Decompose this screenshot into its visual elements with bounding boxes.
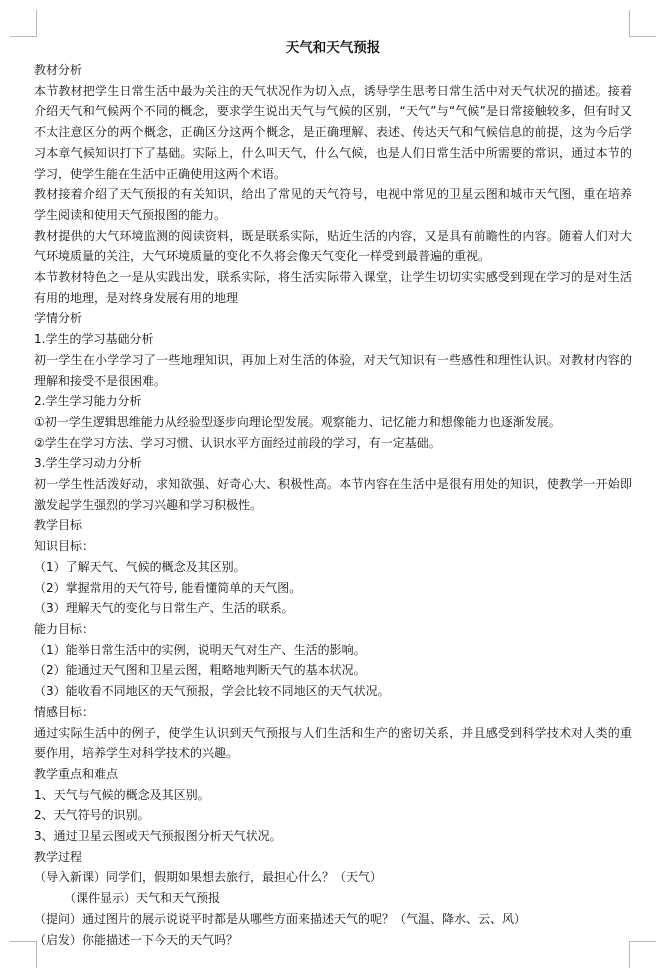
paragraph: 本节教材特色之一是从实践出发，联系实际，将生活实际带入课堂，让学生切切实实感受到现在学习的是对生活有用的地理，是对终身发展有用的地理 xyxy=(34,270,632,305)
paragraph: 通过实际生活中的例子，使学生认识到天气预报与人们生活和生产的密切关系，并且感受到科学技术对人类的重要作用，培养学生对科学技术的兴趣。 xyxy=(34,725,632,761)
list-item: （提问）通过图片的展示说说平时都是从哪些方面来描述天气的呢？（气温、降水、云、风） xyxy=(34,911,527,926)
list-item: （3）理解天气的变化与日常生产、生活的联系。 xyxy=(34,601,294,616)
list-item: ①初一学生逻辑思维能力从经验型逐步向理论型发展。观察能力、记忆能力和想像能力也逐渐发展。 xyxy=(34,414,561,429)
list-item: 2、天气符号的识别。 xyxy=(34,808,150,823)
section-heading-textbook-analysis: 教材分析 xyxy=(34,63,83,77)
list-item: （导入新课）同学们，假期如果想去旅行，最担心什么？（天气） xyxy=(34,870,383,885)
page-corner-mark-top-left xyxy=(10,10,37,37)
list-item: ②学生在学习方法、学习习惯、认识水平方面经过前段的学习，有一定基础。 xyxy=(34,435,441,450)
document-title: 天气和天气预报 xyxy=(285,40,381,56)
section-heading-teaching-objectives: 教学目标 xyxy=(34,518,83,533)
list-item: 3、通过卫星云图或天气预报图分析天气状况。 xyxy=(34,829,282,844)
section-heading-learner-analysis: 学情分析 xyxy=(34,311,83,326)
paragraph: 初一学生性活泼好动，求知欲强、好奇心大、积极性高。本节内容在生活中是很有用处的知识，使教学一开始即激发起学生强烈的学习兴趣和学习积极性。 xyxy=(34,477,632,512)
subheading: 情感目标： xyxy=(34,704,95,719)
list-item: （1）了解天气、气候的概念及其区别。 xyxy=(34,559,246,574)
paragraph: 本节教材把学生日常生活中最为关注的天气状况作为切入点，诱导学生思考日常生活中对天气状况的描述。接着介绍天气和气候两个不同的概念，要求学生说出天气与气候的区别，“天气”与“气候”是日常接触较多，但有时又不太注意区分的两个概念，正确区分这两个概念，是正确理解、表述、传达天气和气候信息的前提，这为今后学习本章气候知识打下了基础。实际上，什么叫天气，什么气候，也是人们日常生活中所需要的常识，通过本节的学习，使学生能在生活中正确使用这两个术语。 xyxy=(34,83,632,181)
list-item: （2）能通过天气图和卫星云图，粗略地判断天气的基本状况。 xyxy=(34,663,366,678)
paragraph: 教材接着介绍了天气预报的有关知识，给出了常见的天气符号，电视中常见的卫星云图和城市天气图，重在培养学生阅读和使用天气预报图的能力。 xyxy=(34,187,632,222)
list-item: （3）能收看不同地区的天气预报，学会比较不同地区的天气状况。 xyxy=(34,684,390,699)
section-heading-teaching-process: 教学过程 xyxy=(34,849,83,864)
page-corner-mark-bottom-right xyxy=(629,941,656,968)
subheading: 能力目标： xyxy=(34,621,95,636)
page-corner-mark-bottom-left xyxy=(10,941,37,968)
list-item: （启发）你能描述一下今天的天气吗？ xyxy=(34,932,239,947)
list-item: 1、天气与气候的概念及其区别。 xyxy=(34,787,210,802)
paragraph: 教材提供的大气环境监测的阅读资料，既是联系实际，贴近生活的内容，又是具有前瞻性的内容。随着人们对大气环境质量的关注，大气环境质量的变化不久将会像天气变化一样受到最普遍的重视。 xyxy=(34,228,632,264)
list-item: （1）能举日常生活中的实例，说明天气对生产、生活的影响。 xyxy=(34,642,366,657)
document-page xyxy=(34,38,632,950)
page-corner-mark-top-right xyxy=(629,10,656,37)
list-item: （课件显示）天气和天气预报 xyxy=(64,891,221,906)
subheading: 1.学生的学习基础分析 xyxy=(34,332,154,347)
paragraph: 初一学生在小学学习了一些地理知识，再加上对生活的体验，对天气知识有一些感性和理性认识。对教材内容的理解和接受不是很困难。 xyxy=(34,352,632,388)
subheading: 3.学生学习动力分析 xyxy=(34,456,142,471)
section-heading-key-points: 教学重点和难点 xyxy=(34,766,119,781)
list-item: （2）掌握常用的天气符号, 能看懂简单的天气图。 xyxy=(34,580,302,595)
subheading: 知识目标： xyxy=(34,539,95,554)
subheading: 2.学生学习能力分析 xyxy=(34,394,142,409)
